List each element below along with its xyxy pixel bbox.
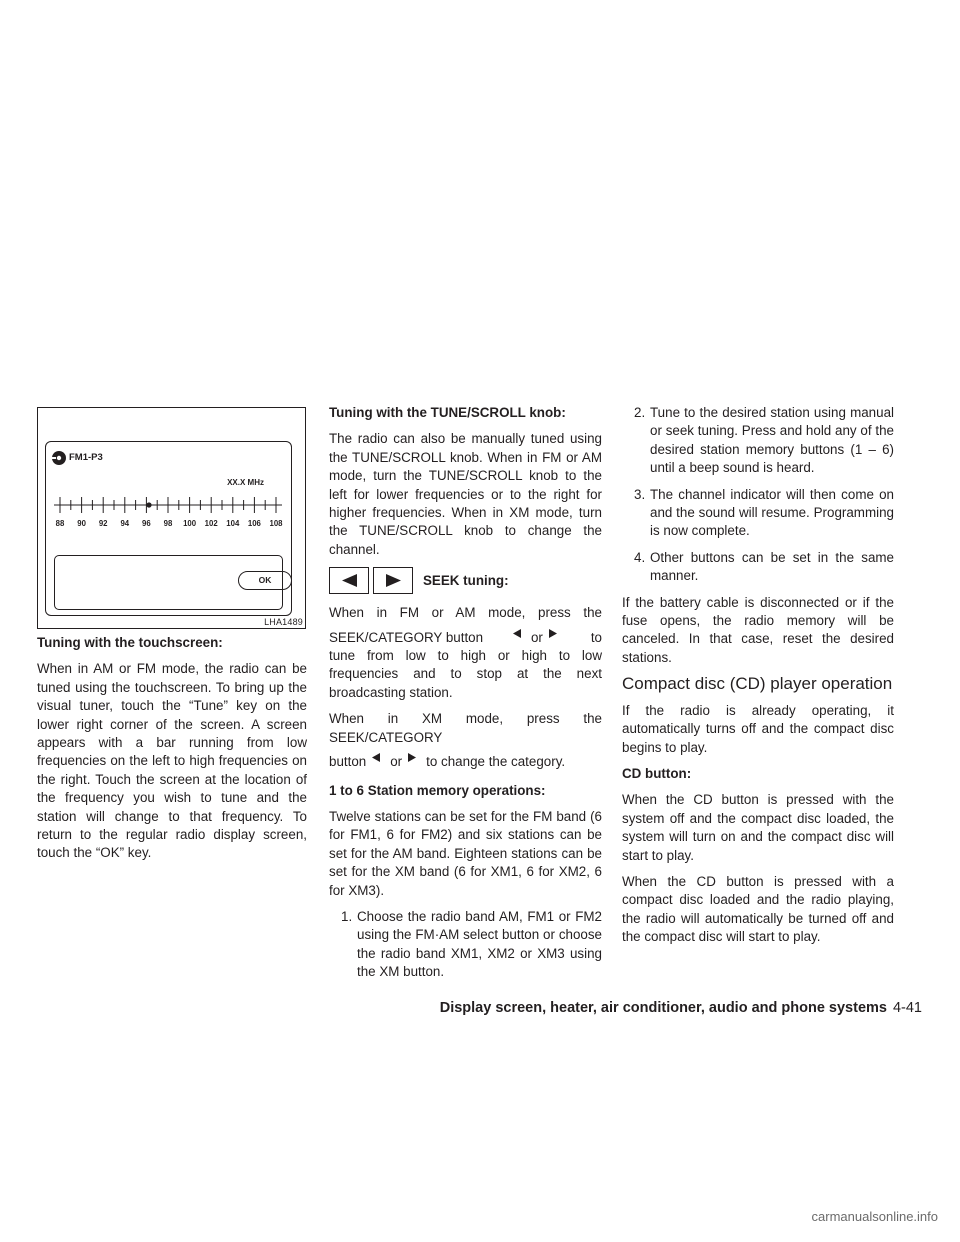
seek-right-icon [408, 753, 416, 762]
paragraph-battery: If the battery cable is disconnected or if the fuse opens, the radio memory will be canceled. In that case, reset the desired stations. [622, 594, 894, 665]
scale-label: 102 [204, 519, 218, 528]
list-number: 2. [634, 405, 646, 420]
frequency-scale-labels [54, 519, 284, 531]
list-text: The channel indicator will then come on and the sound will resume. Programming is now complete. [650, 486, 894, 539]
scale-label: 94 [120, 519, 130, 528]
scale-label: 106 [247, 519, 261, 528]
seek-tuning-row [329, 567, 602, 594]
frequency-readout: XX.X MHz [227, 478, 264, 487]
scale-label: 98 [163, 519, 173, 528]
list-number: 1. [341, 908, 353, 924]
xm-line-2-end: to change the category. [426, 754, 566, 770]
tuner-screen [45, 441, 292, 616]
figure-code: LHA1489 [264, 617, 303, 627]
scale-label: 88 [55, 519, 65, 528]
or-text: or [390, 754, 403, 770]
column-3 [622, 404, 894, 955]
scale-label: 104 [226, 519, 240, 528]
scale-label: 92 [98, 519, 108, 528]
heading-tune-scroll: Tuning with the TUNE/SCROLL knob: [329, 405, 566, 420]
paragraph-cd-2: When the CD button is pressed with the system off and the compact disc loaded, the system will turn on and the compact disc will start to play. [622, 792, 894, 863]
heading-seek-tuning: SEEK tuning: [423, 572, 509, 588]
list-text: Other buttons can be set in the same manner. [650, 549, 894, 584]
scale-label: 90 [77, 519, 86, 528]
seek-rest: tune from low to high or high to low frequencies and to stop at the next broadcasting station. [329, 648, 602, 700]
seek-right-icon [386, 574, 401, 587]
paragraph-touchscreen: When in AM or FM mode, the radio can be tuned using the touchscreen. To bring up the visual tuner, touch the “Tune” key on the lower right corner of the screen. A screen appears with a bar running from low frequencies on the left to high frequencies on the right. Touch the screen at the location of the frequency you wish to tune and the station will change to that frequency. To return to the regular radio display screen, touch the “OK” key. [37, 661, 307, 861]
tuner-lower-panel [54, 555, 283, 610]
seek-back-button[interactable] [329, 567, 369, 594]
band-label: FM1-P3 [69, 452, 103, 463]
scale-label: 108 [269, 519, 283, 528]
scale-label: 96 [142, 519, 151, 528]
column-1 [37, 634, 307, 871]
list-item [329, 908, 602, 982]
list-text: Choose the radio band AM, FM1 or FM2 using the FM·AM select button or choose the radio band XM1, XM2 or XM3 using the XM button. [357, 908, 602, 980]
heading-station-memory: 1 to 6 Station memory operations: [329, 782, 546, 798]
current-frequency-marker [146, 502, 151, 507]
seek-line-1: When in FM or AM mode, press the [329, 605, 602, 621]
disc-icon [51, 450, 67, 466]
frequency-scale-bar[interactable] [54, 494, 286, 516]
xm-line-1: When in XM mode, press the SEEK/CATEGORY [329, 711, 602, 745]
heading-touchscreen: Tuning with the touchscreen: [37, 635, 223, 650]
heading-cd-button: CD button: [622, 765, 692, 781]
list-number: 4. [634, 549, 646, 565]
list-item [622, 486, 894, 541]
watermark: carmanualsonline.info [811, 1209, 938, 1224]
footer-title: Display screen, heater, air conditioner, audio and phone systems [439, 1000, 887, 1016]
seek-left-icon [342, 574, 357, 587]
scale-label: 100 [183, 519, 197, 528]
paragraph-station-memory: Twelve stations can be set for the FM band (6 for FM1, 6 for FM2) and six stations can be set for the AM band. Eighteen stations can be set for the XM band (6 for XM1, 6 for XM2, 6 for XM3). [329, 808, 602, 898]
seek-line-2 [329, 629, 602, 647]
to-text: to [590, 629, 602, 645]
paragraph-cd-3: When the CD button is pressed with a compact disc loaded and the radio playing, the radio will automatically be turned off and the compact disc will start to play. [622, 873, 894, 945]
list-item [622, 549, 894, 586]
xm-line-2 [329, 753, 602, 771]
paragraph-tune-scroll: The radio can also be manually tuned using the TUNE/SCROLL knob. When in FM or AM mode, turn the TUNE/SCROLL knob to the left for lower frequencies or to the right for higher frequencies. When in XM mode, turn the TUNE/SCROLL knob to change the channel. [329, 431, 602, 557]
seek-left-icon [372, 753, 380, 762]
column-2 [329, 404, 602, 990]
list-number: 3. [634, 486, 646, 502]
xm-line-2-text: button [329, 754, 367, 770]
seek-right-icon [549, 629, 557, 638]
radio-tuner-figure [37, 407, 306, 629]
ok-button[interactable]: OK [238, 571, 292, 590]
paragraph-cd-1: If the radio is already operating, it automatically turns off and the compact disc begins to play. [622, 702, 894, 755]
or-text: or [530, 629, 543, 645]
page-footer [0, 1000, 922, 1016]
seek-left-icon [513, 629, 521, 638]
seek-forward-button[interactable] [373, 567, 413, 594]
page-number: 4-41 [892, 1000, 922, 1016]
list-text: Tune to the desired station using manual or seek tuning. Press and hold any of the desired station memory buttons (1 – 6) until a beep sound is heard. [650, 405, 894, 476]
section-title-cd: Compact disc (CD) player operation [622, 674, 893, 694]
list-item [622, 404, 894, 478]
seek-line-2-text: SEEK/CATEGORY button [329, 629, 484, 645]
